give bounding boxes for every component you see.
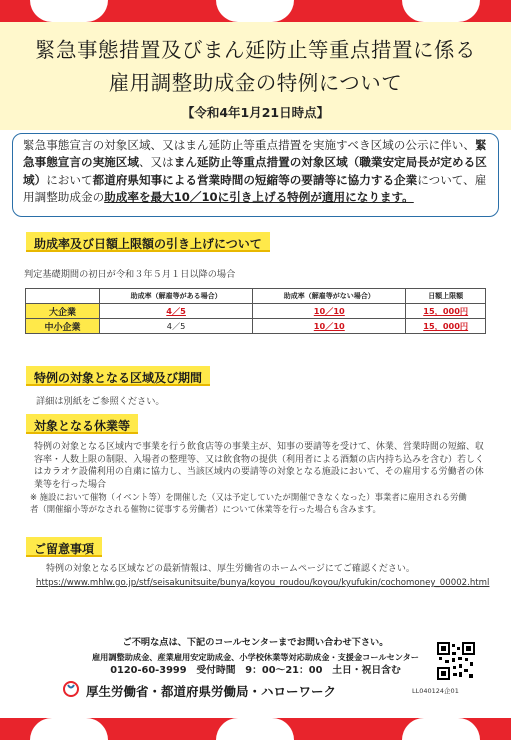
intro-emphasis: 緊急事態宣言の実施区域 bbox=[23, 138, 487, 170]
as-of-date: 【令和4年1月21日時点】 bbox=[181, 105, 330, 120]
contact-block bbox=[0, 636, 511, 678]
table-cell: 4／5 bbox=[100, 304, 253, 319]
table-cell: 4／5 bbox=[100, 319, 253, 334]
band-scallop bbox=[30, 0, 108, 22]
section-heading-text: 特例の対象となる区域及び期間 bbox=[34, 371, 203, 385]
table-column-header: 助成率（解雇等がある場合） bbox=[100, 289, 253, 304]
table-header-row bbox=[26, 289, 486, 304]
intro-text: において bbox=[46, 172, 93, 187]
section-heading-rates bbox=[26, 232, 270, 252]
section-heading-text: 助成率及び日額上限額の引き上げについて bbox=[34, 237, 262, 251]
table-column-header: 日額上限額 bbox=[406, 289, 486, 304]
intro-emphasis-underlined: 助成率を最大10／10に引き上げる特例が適用になります。 bbox=[104, 190, 414, 205]
intro-text: 、又は bbox=[138, 155, 174, 170]
intro-text: 緊急事態宣言の対象区域、又はまん延防止等重点措置を実施すべき区域の公示に伴い、 bbox=[23, 138, 475, 152]
intro-summary-box bbox=[12, 133, 499, 217]
table-cell: 10／10 bbox=[253, 304, 406, 319]
intro-emphasis: まん延防止等重点措置の対象区域（職業安定局長が定める区域） bbox=[23, 155, 487, 187]
inquiry-text: ご不明な点は、下記のコールセンターまでお問い合わせ下さい。 bbox=[122, 637, 389, 648]
section-heading-text: 対象となる休業等 bbox=[34, 419, 131, 433]
table-cell: 10／10 bbox=[253, 319, 406, 334]
period-text: 詳細は別紙をご参照ください。 bbox=[36, 396, 165, 407]
band-scallop bbox=[216, 718, 294, 740]
table-row bbox=[26, 304, 486, 319]
top-decorative-band bbox=[0, 0, 511, 22]
table-row-header: 大企業 bbox=[26, 304, 100, 319]
table-column-header: 助成率（解雇等がない場合） bbox=[253, 289, 406, 304]
table-corner-cell bbox=[26, 289, 100, 304]
page-title-line-1: 緊急事態措置及びまん延防止等重点措置に係る bbox=[35, 38, 476, 62]
qr-code-icon bbox=[437, 642, 475, 680]
section-heading-leave bbox=[26, 414, 138, 434]
document-code: LL040124企01 bbox=[412, 687, 459, 695]
mhlw-logo-icon bbox=[63, 681, 79, 697]
mhlw-homepage-link[interactable]: https://www.mhlw.go.jp/stf/seisakunitsuite/bunya/koyou_roudou/koyou/kyufukin/cochomoney_00002.html bbox=[36, 578, 490, 588]
page-title-line-2: 雇用調整助成金の特例について bbox=[108, 71, 403, 95]
band-scallop bbox=[30, 718, 108, 740]
leave-description: 特例の対象となる区域内で事業を行う飲食店等の事業主が、知事の要請等を受けて、休業、営業時間の短縮、収容率・人数上限の制限、入場者の整理等、又は飲食物の提供（利用者による酒類の店内持ち込みを含む）若しくはカラオケ設備利用の自粛に協力し、当該区域内の要請等の対象となる施設において、その雇用する労働者の休業等を行った場合 bbox=[34, 442, 485, 490]
table-cell: 15，000円 bbox=[406, 304, 486, 319]
section-heading-period bbox=[26, 366, 210, 386]
leave-note: ※ 施設において催物（イベント等）を開催した（又は予定していたが開催できなくなった）事業者に雇用される労働者（開催縮小等がなされる催物に従事する労働者）について休業等を行った場合も含みます。 bbox=[30, 492, 467, 514]
intro-text: について、雇用調整助成金の bbox=[23, 172, 487, 205]
section-heading-notes bbox=[26, 537, 102, 557]
band-scallop bbox=[216, 0, 294, 22]
bottom-decorative-band bbox=[0, 718, 511, 740]
call-center-phone: 0120-60-3999 受付時間 9：00～21：00 土日・祝日含む bbox=[110, 665, 401, 676]
intro-emphasis: 都道府県知事による営業時間の短縮等の要請等に協力する企業 bbox=[92, 172, 418, 187]
notes-text: 特例の対象となる区域などの最新情報は、厚生労働省のホームページにてご確認ください。 bbox=[46, 564, 415, 574]
call-center-name: 雇用調整助成金、産業雇用安定助成金、小学校休業等対応助成金・支援金コールセンター bbox=[91, 652, 419, 662]
table-cell: 15，000円 bbox=[406, 319, 486, 334]
table-row bbox=[26, 319, 486, 334]
organization-name: 厚生労働省・都道府県労働局・ハローワーク bbox=[86, 684, 337, 699]
rates-condition-note: 判定基礎期間の初日が令和３年５月１日以降の場合 bbox=[24, 269, 236, 280]
rates-table bbox=[25, 288, 486, 334]
band-scallop bbox=[402, 0, 480, 22]
table-row-header: 中小企業 bbox=[26, 319, 100, 334]
band-scallop bbox=[402, 718, 480, 740]
section-heading-text: ご留意事項 bbox=[34, 542, 95, 556]
